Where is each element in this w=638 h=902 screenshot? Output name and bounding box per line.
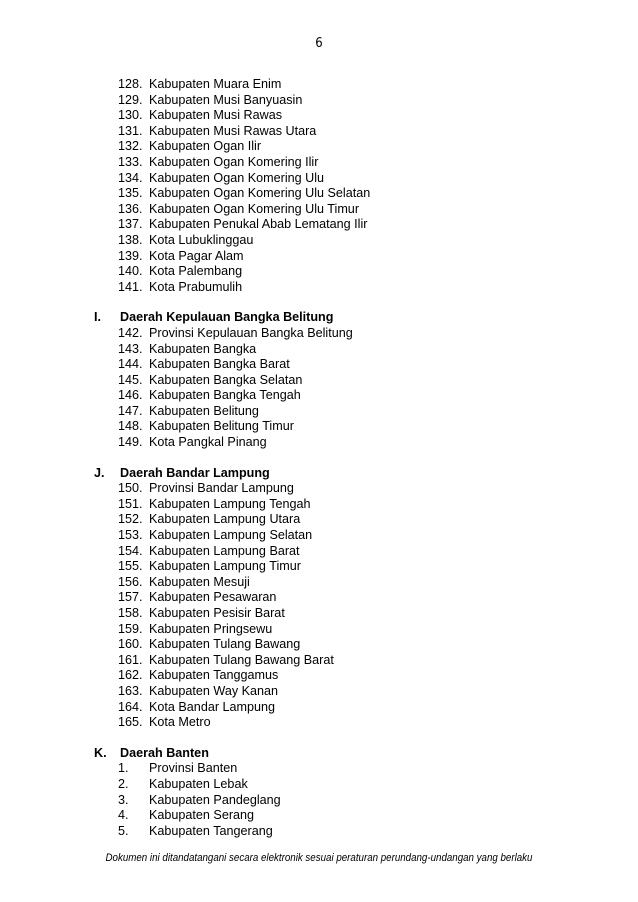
list-item bbox=[0, 388, 638, 404]
item-name: Kabupaten Bangka bbox=[149, 341, 257, 356]
item-number: 152. bbox=[118, 512, 143, 527]
item-number: 163. bbox=[118, 683, 143, 698]
item-number: 133. bbox=[118, 154, 143, 169]
item-number: 3. bbox=[118, 792, 129, 807]
item-number: 146. bbox=[118, 388, 143, 403]
item-number: 153. bbox=[118, 528, 143, 543]
item-name: Kabupaten Lampung Tengah bbox=[149, 496, 311, 511]
item-name: Kota Lubuklinggau bbox=[149, 232, 254, 247]
item-number: 139. bbox=[118, 248, 143, 263]
list-item bbox=[0, 481, 638, 497]
item-name: Kabupaten Lebak bbox=[149, 776, 248, 791]
item-name: Kabupaten Penukal Abab Lematang Ilir bbox=[149, 217, 368, 232]
list-item bbox=[0, 419, 638, 435]
item-number: 142. bbox=[118, 325, 143, 340]
item-name: Kabupaten Lampung Selatan bbox=[149, 528, 313, 543]
list-item bbox=[0, 715, 638, 731]
list-item bbox=[0, 93, 638, 109]
section-heading bbox=[0, 466, 638, 482]
item-name: Kabupaten Muara Enim bbox=[149, 77, 282, 91]
list-item bbox=[0, 761, 638, 777]
item-name: Kota Prabumulih bbox=[149, 279, 243, 294]
list-item bbox=[0, 668, 638, 684]
item-name: Kabupaten Tangerang bbox=[149, 823, 273, 838]
item-name: Kota Palembang bbox=[149, 264, 243, 279]
item-name: Kabupaten Tulang Bawang Barat bbox=[149, 652, 334, 667]
item-number: 158. bbox=[118, 606, 143, 620]
item-name: Kabupaten Bangka Barat bbox=[149, 357, 290, 372]
list-item bbox=[0, 186, 638, 202]
list-item bbox=[0, 544, 638, 560]
item-name: Provinsi Kepulauan Bangka Belitung bbox=[149, 325, 353, 340]
item-name: Kabupaten Ogan Komering Ulu Selatan bbox=[149, 186, 371, 201]
item-name: Provinsi Banten bbox=[149, 761, 238, 776]
item-number: 1. bbox=[118, 761, 129, 776]
item-number: 162. bbox=[118, 668, 143, 683]
item-name: Kabupaten Musi Banyuasin bbox=[149, 92, 303, 107]
list-item bbox=[0, 528, 638, 544]
list-item bbox=[0, 606, 638, 622]
document-body bbox=[0, 77, 638, 839]
item-number: 148. bbox=[118, 419, 143, 434]
item-name: Kabupaten Pandeglang bbox=[149, 792, 281, 807]
list-item bbox=[0, 233, 638, 249]
item-name: Kota Metro bbox=[149, 715, 211, 730]
section-letter: I. bbox=[94, 310, 101, 325]
item-number: 164. bbox=[118, 699, 143, 714]
list-item bbox=[0, 139, 638, 155]
list-item bbox=[0, 217, 638, 233]
section-heading bbox=[0, 746, 638, 762]
list-item bbox=[0, 653, 638, 669]
item-number: 131. bbox=[118, 123, 143, 138]
section-title: Daerah Kepulauan Bangka Belitung bbox=[120, 310, 334, 325]
item-name: Kabupaten Bangka Selatan bbox=[149, 372, 303, 387]
item-number: 135. bbox=[118, 186, 143, 201]
list-item bbox=[0, 512, 638, 528]
item-number: 144. bbox=[118, 357, 143, 372]
item-number: 147. bbox=[118, 403, 143, 418]
item-number: 157. bbox=[118, 590, 143, 605]
item-number: 4. bbox=[118, 808, 129, 823]
item-name: Kabupaten Pesisir Barat bbox=[149, 606, 285, 620]
item-number: 160. bbox=[118, 637, 143, 652]
section-title: Daerah Banten bbox=[120, 745, 209, 760]
section-title: Daerah Bandar Lampung bbox=[120, 465, 270, 480]
list-item bbox=[0, 700, 638, 716]
list-item bbox=[0, 793, 638, 809]
item-number: 165. bbox=[118, 715, 143, 730]
item-name: Kabupaten Musi Rawas Utara bbox=[149, 123, 317, 138]
item-name: Kabupaten Ogan Ilir bbox=[149, 139, 262, 154]
item-number: 138. bbox=[118, 232, 143, 247]
item-number: 2. bbox=[118, 776, 129, 791]
item-name: Provinsi Bandar Lampung bbox=[149, 481, 294, 496]
item-number: 161. bbox=[118, 652, 143, 667]
item-name: Kabupaten Musi Rawas bbox=[149, 108, 283, 123]
item-name: Kabupaten Bangka Tengah bbox=[149, 388, 301, 403]
list-item bbox=[0, 373, 638, 389]
item-name: Kabupaten Pesawaran bbox=[149, 590, 277, 605]
item-number: 150. bbox=[118, 481, 143, 496]
list-item bbox=[0, 404, 638, 420]
item-name: Kabupaten Lampung Utara bbox=[149, 512, 301, 527]
list-item bbox=[0, 435, 638, 451]
electronic-signature-footer: Dokumen ini ditandatangani secara elektronik sesuai peraturan perundang-undangan yang berlaku bbox=[105, 852, 533, 864]
item-name: Kabupaten Way Kanan bbox=[149, 683, 279, 698]
item-name: Kabupaten Lampung Timur bbox=[149, 559, 301, 574]
list-item bbox=[0, 824, 638, 840]
section-letter: K. bbox=[94, 745, 107, 760]
list-item bbox=[0, 357, 638, 373]
list-item bbox=[0, 777, 638, 793]
section-letter: J. bbox=[94, 465, 105, 480]
item-name: Kota Pagar Alam bbox=[149, 248, 244, 263]
item-number: 154. bbox=[118, 543, 143, 558]
item-number: 5. bbox=[118, 823, 129, 838]
page-number: 6 bbox=[315, 36, 323, 51]
list-item bbox=[0, 264, 638, 280]
list-item bbox=[0, 342, 638, 358]
list-item bbox=[0, 171, 638, 187]
list-item bbox=[0, 575, 638, 591]
item-number: 155. bbox=[118, 559, 143, 574]
item-number: 149. bbox=[118, 435, 143, 450]
item-number: 143. bbox=[118, 341, 143, 356]
list-item bbox=[0, 590, 638, 606]
list-item bbox=[0, 249, 638, 265]
item-number: 132. bbox=[118, 139, 143, 154]
item-name: Kota Bandar Lampung bbox=[149, 699, 276, 714]
list-item bbox=[0, 808, 638, 824]
item-number: 136. bbox=[118, 201, 143, 216]
item-number: 151. bbox=[118, 496, 143, 511]
item-name: Kabupaten Ogan Komering Ulu Timur bbox=[149, 201, 360, 216]
item-name: Kabupaten Serang bbox=[149, 808, 255, 823]
list-item bbox=[0, 280, 638, 296]
list-item bbox=[0, 202, 638, 218]
item-number: 159. bbox=[118, 621, 143, 636]
item-name: Kabupaten Belitung bbox=[149, 403, 259, 418]
item-number: 141. bbox=[118, 279, 143, 294]
list-item bbox=[0, 155, 638, 171]
list-item bbox=[0, 326, 638, 342]
item-name: Kabupaten Mesuji bbox=[149, 574, 250, 589]
item-number: 137. bbox=[118, 217, 143, 232]
item-name: Kabupaten Ogan Komering Ulu bbox=[149, 170, 325, 185]
section-heading bbox=[0, 310, 638, 326]
item-number: 145. bbox=[118, 372, 143, 387]
item-name: Kabupaten Lampung Barat bbox=[149, 543, 300, 558]
list-item bbox=[0, 684, 638, 700]
item-number: 156. bbox=[118, 574, 143, 589]
list-item bbox=[0, 77, 638, 93]
item-number: 130. bbox=[118, 108, 143, 123]
list-item bbox=[0, 637, 638, 653]
list-item bbox=[0, 559, 638, 575]
item-name: Kabupaten Tulang Bawang bbox=[149, 637, 301, 652]
item-name: Kota Pangkal Pinang bbox=[149, 435, 267, 450]
item-name: Kabupaten Belitung Timur bbox=[149, 419, 294, 434]
item-name: Kabupaten Ogan Komering Ilir bbox=[149, 154, 319, 169]
item-name: Kabupaten Tanggamus bbox=[149, 668, 279, 683]
item-number: 129. bbox=[118, 92, 143, 107]
item-number: 134. bbox=[118, 170, 143, 185]
item-number: 140. bbox=[118, 264, 143, 279]
list-item bbox=[0, 108, 638, 124]
list-item bbox=[0, 124, 638, 140]
list-item bbox=[0, 622, 638, 638]
item-number: 128. bbox=[118, 77, 143, 91]
list-item bbox=[0, 497, 638, 513]
item-name: Kabupaten Pringsewu bbox=[149, 621, 273, 636]
